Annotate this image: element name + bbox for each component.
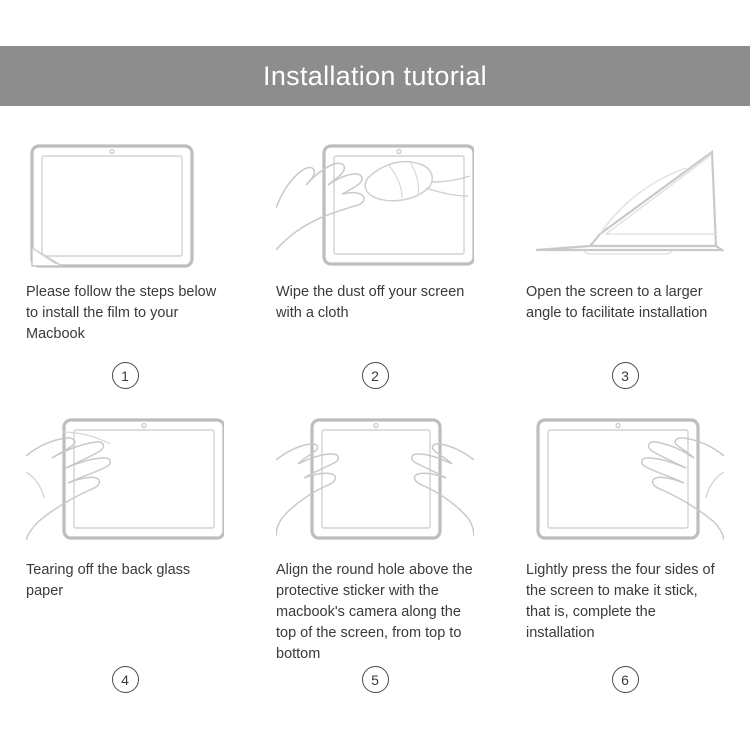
tablet-with-film-corner-icon: [26, 138, 224, 278]
step-badge-wrap: [526, 362, 724, 408]
two-hands-aligning-film-icon: [276, 416, 474, 556]
page-title: Installation tutorial: [263, 60, 487, 91]
step-number-badge: 1: [112, 362, 139, 389]
step-badge-wrap: [26, 666, 224, 712]
hand-peeling-backing-icon: [26, 416, 224, 556]
step-caption: Lightly press the four sides of the screen to make it stick, that is, complete the installation: [526, 562, 715, 641]
step-caption: Tearing off the back glass paper: [26, 562, 191, 599]
step-badge-wrap: [276, 666, 474, 712]
hand-pressing-screen-icon: [526, 416, 724, 556]
step-number-badge: 4: [112, 666, 139, 693]
step-badge-wrap: [526, 666, 724, 712]
header-banner: [0, 46, 750, 106]
step-number-badge: 2: [362, 362, 389, 389]
step-card-6: [500, 408, 750, 712]
laptop-open-angle-icon: [526, 138, 724, 278]
step-card-5: [250, 408, 500, 712]
step-badge-wrap: [26, 362, 224, 408]
step-number-badge: 3: [612, 362, 639, 389]
step-badge-wrap: [276, 362, 474, 408]
step-number-badge: 5: [362, 666, 389, 693]
hand-wiping-screen-with-cloth-icon: [276, 138, 474, 278]
step-card-1: [0, 130, 250, 408]
step-caption: Wipe the dust off your screen with a cloth: [276, 284, 465, 321]
step-caption: Align the round hole above the protective sticker with the macbook's camera along the top of the screen, from top to bottom: [276, 562, 473, 662]
step-card-4: [0, 408, 250, 712]
step-card-3: [500, 130, 750, 408]
step-caption: Open the screen to a larger angle to facilitate installation: [526, 284, 708, 321]
step-caption: Please follow the steps below to install the film to your Macbook: [26, 284, 217, 342]
step-card-2: [250, 130, 500, 408]
step-number-badge: 6: [612, 666, 639, 693]
steps-grid: [0, 130, 750, 712]
